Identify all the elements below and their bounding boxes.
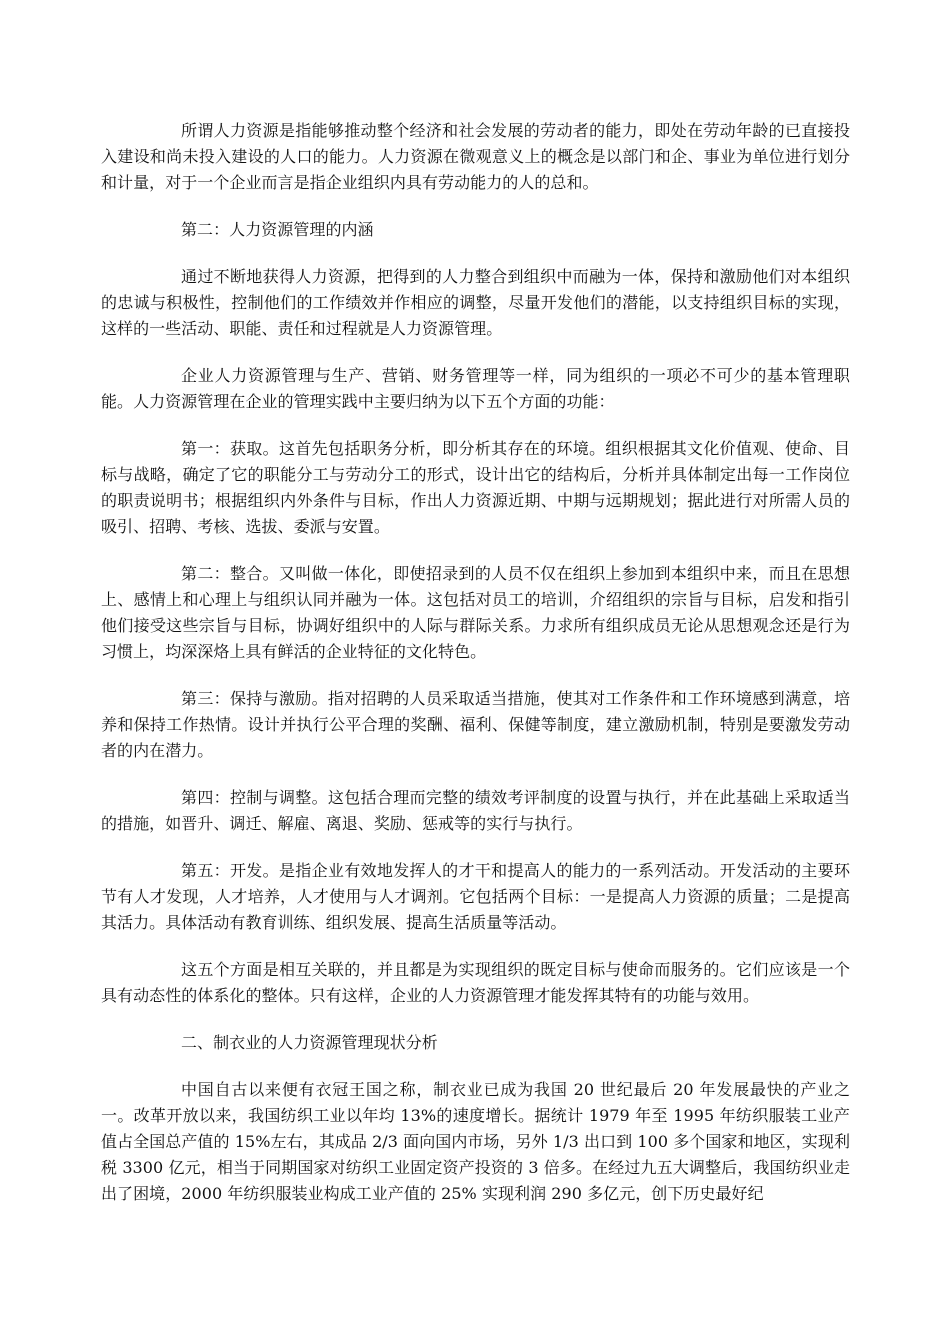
paragraph-function-retention: 第三：保持与激励。指对招聘的人员采取适当措施，使其对工作条件和工作环境感到满意，培养和保持工作热情。设计并执行公平合理的奖酬、福利、保健等制度，建立激励机制，特别是要激发劳动者的内在潜力。	[101, 689, 850, 760]
section-heading-hr-management: 第二：人力资源管理的内涵	[181, 220, 374, 239]
paragraph-function-acquisition: 第一：获取。这首先包括职务分析，即分析其存在的环境。组织根据其文化价值观、使命、目标与战略，确定了它的职能分工与劳动分工的形式，设计出它的结构后，分析并具体制定出每一工作岗位的职责说明书；根据组织内外条件与目标，作出人力资源近期、中期与远期规划；据此进行对所需人员的吸引、招聘、考核、选拔、委派与安置。	[101, 439, 850, 536]
paragraph-functions-summary: 这五个方面是相互关联的，并且都是为实现组织的既定目标与使命而服务的。它们应该是一个具有动态性的体系化的整体。只有这样，企业的人力资源管理才能发挥其特有的功能与效用。	[101, 960, 850, 1005]
paragraph-hr-definition: 所谓人力资源是指能够推动整个经济和社会发展的劳动者的能力，即处在劳动年龄的已直接投入建设和尚未投入建设的人口的能力。人力资源在微观意义上的概念是以部门和企、事业为单位进行划分和计量，对于一个企业而言是指企业组织内具有劳动能力的人的总和。	[101, 121, 850, 192]
section-heading-garment-industry: 二、制衣业的人力资源管理现状分析	[181, 1033, 438, 1052]
paragraph-hr-management-meaning: 通过不断地获得人力资源，把得到的人力整合到组织中而融为一体，保持和激励他们对本组织的忠诚与积极性，控制他们的工作绩效并作相应的调整，尽量开发他们的潜能，以支持组织目标的实现，这样的一些活动、职能、责任和过程就是人力资源管理。	[101, 267, 850, 338]
paragraph-function-control: 第四：控制与调整。这包括合理而完整的绩效考评制度的设置与执行，并在此基础上采取适当的措施，如晋升、调迁、解雇、离退、奖励、惩戒等的实行与执行。	[101, 788, 850, 833]
paragraph-garment-industry-status: 中国自古以来便有衣冠王国之称，制衣业已成为我国 20 世纪最后 20 年发展最快的产业之一。改革开放以来，我国纺织工业以年均 13%的速度增长。据统计 1979 年至 1995 年纺织服装工业产值占全国总产值的 15%左右，其成品 2/3 面向国内市场，另外 1/3 出口到 100 多个国家和地区，实现利税 3300 亿元，相当于同期国家对纺织工业固定资产投资的 3 倍多。在经过九五大调整后，我国纺织业走出了困境，2000 年纺织服装业构成工业产值的 25% 实现利润 290 多亿元，创下历史最好纪	[101, 1080, 850, 1203]
paragraph-function-integration: 第二：整合。又叫做一体化，即使招录到的人员不仅在组织上参加到本组织中来，而且在思想上、感情上和心理上与组织认同并融为一体。这包括对员工的培训，介绍组织的宗旨与目标，启发和指引他们接受这些宗旨与目标，协调好组织中的人际与群际关系。力求所有组织成员无论从思想观念还是行为习惯上，均深深烙上具有鲜活的企业特征的文化特色。	[101, 564, 850, 661]
paragraph-five-functions-intro: 企业人力资源管理与生产、营销、财务管理等一样，同为组织的一项必不可少的基本管理职能。人力资源管理在企业的管理实践中主要归纳为以下五个方面的功能：	[101, 366, 850, 411]
document-page	[101, 118, 850, 1228]
paragraph-function-development: 第五：开发。是指企业有效地发挥人的才干和提高人的能力的一系列活动。开发活动的主要环节有人才发现，人才培养，人才使用与人才调剂。它包括两个目标：一是提高人力资源的质量；二是提高其活力。具体活动有教育训练、组织发展、提高生活质量等活动。	[101, 861, 850, 932]
